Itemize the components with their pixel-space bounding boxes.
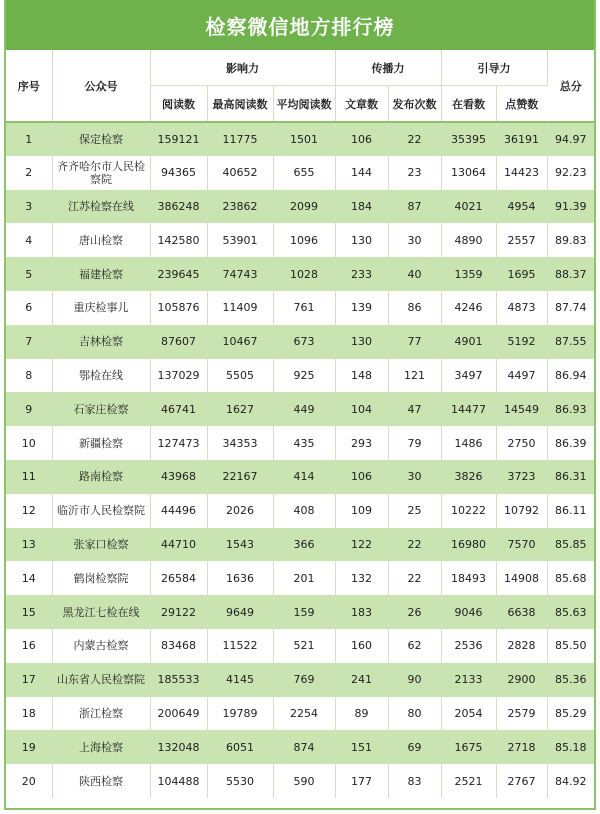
cell-articles: 104 <box>335 392 388 426</box>
table-row <box>6 561 594 595</box>
header-likes: 点赞数 <box>496 86 547 123</box>
cell-avg-reads: 1096 <box>273 223 335 257</box>
cell-reads: 46741 <box>150 392 207 426</box>
cell-watching: 1675 <box>441 730 496 764</box>
header-rank: 序号 <box>6 50 52 122</box>
cell-max-reads: 11775 <box>207 122 273 156</box>
cell-avg-reads: 874 <box>273 730 335 764</box>
cell-posts: 23 <box>388 156 441 190</box>
cell-reads: 185533 <box>150 663 207 697</box>
cell-max-reads: 1627 <box>207 392 273 426</box>
cell-reads: 29122 <box>150 595 207 629</box>
cell-avg-reads: 655 <box>273 156 335 190</box>
cell-total: 85.29 <box>547 697 594 731</box>
cell-reads: 44496 <box>150 494 207 528</box>
cell-likes: 2557 <box>496 223 547 257</box>
cell-account-name: 鹤岗检察院 <box>52 561 150 595</box>
cell-account-name: 山东省人民检察院 <box>52 663 150 697</box>
cell-total: 86.11 <box>547 494 594 528</box>
cell-max-reads: 23862 <box>207 190 273 224</box>
table-row <box>6 494 594 528</box>
cell-posts: 62 <box>388 629 441 663</box>
cell-reads: 127473 <box>150 426 207 460</box>
cell-articles: 160 <box>335 629 388 663</box>
cell-reads: 26584 <box>150 561 207 595</box>
cell-watching: 4246 <box>441 291 496 325</box>
cell-likes: 5192 <box>496 325 547 359</box>
cell-total: 85.85 <box>547 528 594 562</box>
cell-likes: 2900 <box>496 663 547 697</box>
header-account: 公众号 <box>52 50 150 122</box>
table-row <box>6 460 594 494</box>
cell-max-reads: 40652 <box>207 156 273 190</box>
cell-reads: 105876 <box>150 291 207 325</box>
cell-rank: 14 <box>6 561 52 595</box>
cell-max-reads: 5530 <box>207 764 273 798</box>
cell-total: 85.63 <box>547 595 594 629</box>
cell-articles: 233 <box>335 257 388 291</box>
cell-avg-reads: 2254 <box>273 697 335 731</box>
cell-rank: 4 <box>6 223 52 257</box>
cell-account-name: 路南检察 <box>52 460 150 494</box>
cell-account-name: 福建检察 <box>52 257 150 291</box>
cell-reads: 132048 <box>150 730 207 764</box>
cell-max-reads: 9649 <box>207 595 273 629</box>
header-spread: 传播力 <box>335 50 441 86</box>
cell-avg-reads: 2099 <box>273 190 335 224</box>
header-articles: 文章数 <box>335 86 388 123</box>
cell-total: 85.36 <box>547 663 594 697</box>
cell-avg-reads: 521 <box>273 629 335 663</box>
cell-posts: 26 <box>388 595 441 629</box>
cell-articles: 151 <box>335 730 388 764</box>
cell-articles: 109 <box>335 494 388 528</box>
cell-account-name: 内蒙古检察 <box>52 629 150 663</box>
cell-avg-reads: 366 <box>273 528 335 562</box>
cell-articles: 106 <box>335 460 388 494</box>
header-total: 总分 <box>547 50 594 122</box>
cell-articles: 122 <box>335 528 388 562</box>
cell-account-name: 黑龙江七检在线 <box>52 595 150 629</box>
table-row <box>6 156 594 190</box>
cell-likes: 2750 <box>496 426 547 460</box>
cell-account-name: 新疆检察 <box>52 426 150 460</box>
cell-likes: 7570 <box>496 528 547 562</box>
cell-watching: 2536 <box>441 629 496 663</box>
cell-watching: 4890 <box>441 223 496 257</box>
cell-likes: 10792 <box>496 494 547 528</box>
cell-account-name: 陕西检察 <box>52 764 150 798</box>
cell-likes: 3723 <box>496 460 547 494</box>
cell-max-reads: 74743 <box>207 257 273 291</box>
table-row <box>6 291 594 325</box>
cell-articles: 89 <box>335 697 388 731</box>
cell-watching: 3497 <box>441 359 496 393</box>
cell-posts: 25 <box>388 494 441 528</box>
cell-watching: 3826 <box>441 460 496 494</box>
cell-likes: 14908 <box>496 561 547 595</box>
cell-likes: 4873 <box>496 291 547 325</box>
cell-posts: 22 <box>388 122 441 156</box>
cell-avg-reads: 408 <box>273 494 335 528</box>
cell-total: 86.93 <box>547 392 594 426</box>
cell-total: 88.37 <box>547 257 594 291</box>
table-row <box>6 359 594 393</box>
ranking-frame <box>4 0 596 810</box>
header-avg-reads: 平均阅读数 <box>273 86 335 123</box>
cell-likes: 36191 <box>496 122 547 156</box>
cell-account-name: 临沂市人民检察院 <box>52 494 150 528</box>
cell-posts: 83 <box>388 764 441 798</box>
cell-max-reads: 4145 <box>207 663 273 697</box>
header-watching: 在看数 <box>441 86 496 123</box>
cell-total: 87.74 <box>547 291 594 325</box>
table-row <box>6 190 594 224</box>
cell-total: 86.94 <box>547 359 594 393</box>
cell-avg-reads: 761 <box>273 291 335 325</box>
cell-reads: 137029 <box>150 359 207 393</box>
cell-reads: 386248 <box>150 190 207 224</box>
cell-articles: 130 <box>335 325 388 359</box>
cell-posts: 86 <box>388 291 441 325</box>
cell-reads: 83468 <box>150 629 207 663</box>
cell-max-reads: 19789 <box>207 697 273 731</box>
cell-watching: 1486 <box>441 426 496 460</box>
cell-rank: 18 <box>6 697 52 731</box>
header-max-reads: 最高阅读数 <box>207 86 273 123</box>
cell-posts: 30 <box>388 460 441 494</box>
cell-articles: 184 <box>335 190 388 224</box>
header-guidance: 引导力 <box>441 50 547 86</box>
cell-rank: 2 <box>6 156 52 190</box>
cell-posts: 121 <box>388 359 441 393</box>
table-row <box>6 223 594 257</box>
cell-watching: 14477 <box>441 392 496 426</box>
cell-rank: 11 <box>6 460 52 494</box>
cell-total: 85.68 <box>547 561 594 595</box>
cell-avg-reads: 201 <box>273 561 335 595</box>
cell-watching: 1359 <box>441 257 496 291</box>
cell-posts: 77 <box>388 325 441 359</box>
ranking-table <box>6 50 594 798</box>
cell-likes: 2828 <box>496 629 547 663</box>
cell-rank: 6 <box>6 291 52 325</box>
cell-posts: 90 <box>388 663 441 697</box>
cell-reads: 142580 <box>150 223 207 257</box>
cell-max-reads: 6051 <box>207 730 273 764</box>
cell-rank: 3 <box>6 190 52 224</box>
cell-watching: 9046 <box>441 595 496 629</box>
cell-avg-reads: 1501 <box>273 122 335 156</box>
table-row <box>6 257 594 291</box>
cell-account-name: 江苏检察在线 <box>52 190 150 224</box>
cell-avg-reads: 590 <box>273 764 335 798</box>
cell-reads: 200649 <box>150 697 207 731</box>
cell-reads: 43968 <box>150 460 207 494</box>
table-row <box>6 595 594 629</box>
cell-watching: 4901 <box>441 325 496 359</box>
cell-account-name: 齐齐哈尔市人民检察院 <box>52 156 150 190</box>
cell-posts: 22 <box>388 528 441 562</box>
cell-posts: 22 <box>388 561 441 595</box>
cell-total: 85.50 <box>547 629 594 663</box>
cell-avg-reads: 435 <box>273 426 335 460</box>
cell-watching: 10222 <box>441 494 496 528</box>
cell-total: 85.18 <box>547 730 594 764</box>
cell-total: 89.83 <box>547 223 594 257</box>
cell-likes: 14423 <box>496 156 547 190</box>
cell-account-name: 唐山检察 <box>52 223 150 257</box>
cell-likes: 6638 <box>496 595 547 629</box>
cell-account-name: 石家庄检察 <box>52 392 150 426</box>
cell-max-reads: 5505 <box>207 359 273 393</box>
cell-rank: 19 <box>6 730 52 764</box>
cell-total: 84.92 <box>547 764 594 798</box>
table-row <box>6 122 594 156</box>
cell-total: 87.55 <box>547 325 594 359</box>
cell-total: 92.23 <box>547 156 594 190</box>
cell-watching: 18493 <box>441 561 496 595</box>
cell-avg-reads: 673 <box>273 325 335 359</box>
cell-posts: 79 <box>388 426 441 460</box>
cell-likes: 2767 <box>496 764 547 798</box>
cell-avg-reads: 769 <box>273 663 335 697</box>
cell-articles: 130 <box>335 223 388 257</box>
title-bar <box>6 0 594 50</box>
cell-max-reads: 34353 <box>207 426 273 460</box>
cell-account-name: 浙江检察 <box>52 697 150 731</box>
cell-posts: 80 <box>388 697 441 731</box>
cell-rank: 8 <box>6 359 52 393</box>
cell-rank: 5 <box>6 257 52 291</box>
cell-posts: 40 <box>388 257 441 291</box>
cell-avg-reads: 925 <box>273 359 335 393</box>
cell-max-reads: 1636 <box>207 561 273 595</box>
cell-posts: 30 <box>388 223 441 257</box>
cell-watching: 35395 <box>441 122 496 156</box>
cell-account-name: 重庆检事儿 <box>52 291 150 325</box>
table-row <box>6 325 594 359</box>
cell-posts: 87 <box>388 190 441 224</box>
cell-max-reads: 53901 <box>207 223 273 257</box>
cell-watching: 16980 <box>441 528 496 562</box>
cell-watching: 2521 <box>441 764 496 798</box>
cell-posts: 47 <box>388 392 441 426</box>
table-row <box>6 528 594 562</box>
cell-max-reads: 10467 <box>207 325 273 359</box>
table-row <box>6 629 594 663</box>
header-posts: 发布次数 <box>388 86 441 123</box>
cell-posts: 69 <box>388 730 441 764</box>
cell-rank: 16 <box>6 629 52 663</box>
cell-avg-reads: 159 <box>273 595 335 629</box>
table-body <box>6 122 594 798</box>
cell-reads: 104488 <box>150 764 207 798</box>
cell-articles: 144 <box>335 156 388 190</box>
cell-articles: 183 <box>335 595 388 629</box>
cell-likes: 2579 <box>496 697 547 731</box>
cell-account-name: 保定检察 <box>52 122 150 156</box>
cell-reads: 44710 <box>150 528 207 562</box>
cell-articles: 132 <box>335 561 388 595</box>
cell-account-name: 吉林检察 <box>52 325 150 359</box>
cell-max-reads: 11522 <box>207 629 273 663</box>
cell-articles: 293 <box>335 426 388 460</box>
cell-total: 86.31 <box>547 460 594 494</box>
cell-rank: 12 <box>6 494 52 528</box>
cell-likes: 14549 <box>496 392 547 426</box>
cell-total: 91.39 <box>547 190 594 224</box>
cell-account-name: 上海检察 <box>52 730 150 764</box>
cell-max-reads: 22167 <box>207 460 273 494</box>
cell-watching: 4021 <box>441 190 496 224</box>
cell-watching: 2054 <box>441 697 496 731</box>
table-row <box>6 730 594 764</box>
cell-max-reads: 1543 <box>207 528 273 562</box>
cell-reads: 94365 <box>150 156 207 190</box>
cell-articles: 106 <box>335 122 388 156</box>
cell-rank: 17 <box>6 663 52 697</box>
cell-avg-reads: 414 <box>273 460 335 494</box>
cell-articles: 177 <box>335 764 388 798</box>
table-row <box>6 697 594 731</box>
table-row <box>6 764 594 798</box>
cell-max-reads: 11409 <box>207 291 273 325</box>
cell-rank: 10 <box>6 426 52 460</box>
table-row <box>6 663 594 697</box>
cell-articles: 148 <box>335 359 388 393</box>
cell-reads: 87607 <box>150 325 207 359</box>
cell-articles: 139 <box>335 291 388 325</box>
cell-watching: 2133 <box>441 663 496 697</box>
cell-rank: 20 <box>6 764 52 798</box>
table-row <box>6 392 594 426</box>
page-title: 检察微信地方排行榜 <box>205 14 395 39</box>
cell-rank: 15 <box>6 595 52 629</box>
header-influence: 影响力 <box>150 50 335 86</box>
cell-max-reads: 2026 <box>207 494 273 528</box>
cell-articles: 241 <box>335 663 388 697</box>
cell-avg-reads: 449 <box>273 392 335 426</box>
cell-rank: 13 <box>6 528 52 562</box>
cell-account-name: 张家口检察 <box>52 528 150 562</box>
cell-likes: 4497 <box>496 359 547 393</box>
cell-account-name: 鄂检在线 <box>52 359 150 393</box>
cell-likes: 2718 <box>496 730 547 764</box>
cell-rank: 1 <box>6 122 52 156</box>
cell-reads: 159121 <box>150 122 207 156</box>
cell-likes: 4954 <box>496 190 547 224</box>
cell-avg-reads: 1028 <box>273 257 335 291</box>
table-row <box>6 426 594 460</box>
cell-rank: 9 <box>6 392 52 426</box>
header-reads: 阅读数 <box>150 86 207 123</box>
cell-reads: 239645 <box>150 257 207 291</box>
cell-watching: 13064 <box>441 156 496 190</box>
cell-rank: 7 <box>6 325 52 359</box>
cell-total: 94.97 <box>547 122 594 156</box>
cell-likes: 1695 <box>496 257 547 291</box>
cell-total: 86.39 <box>547 426 594 460</box>
